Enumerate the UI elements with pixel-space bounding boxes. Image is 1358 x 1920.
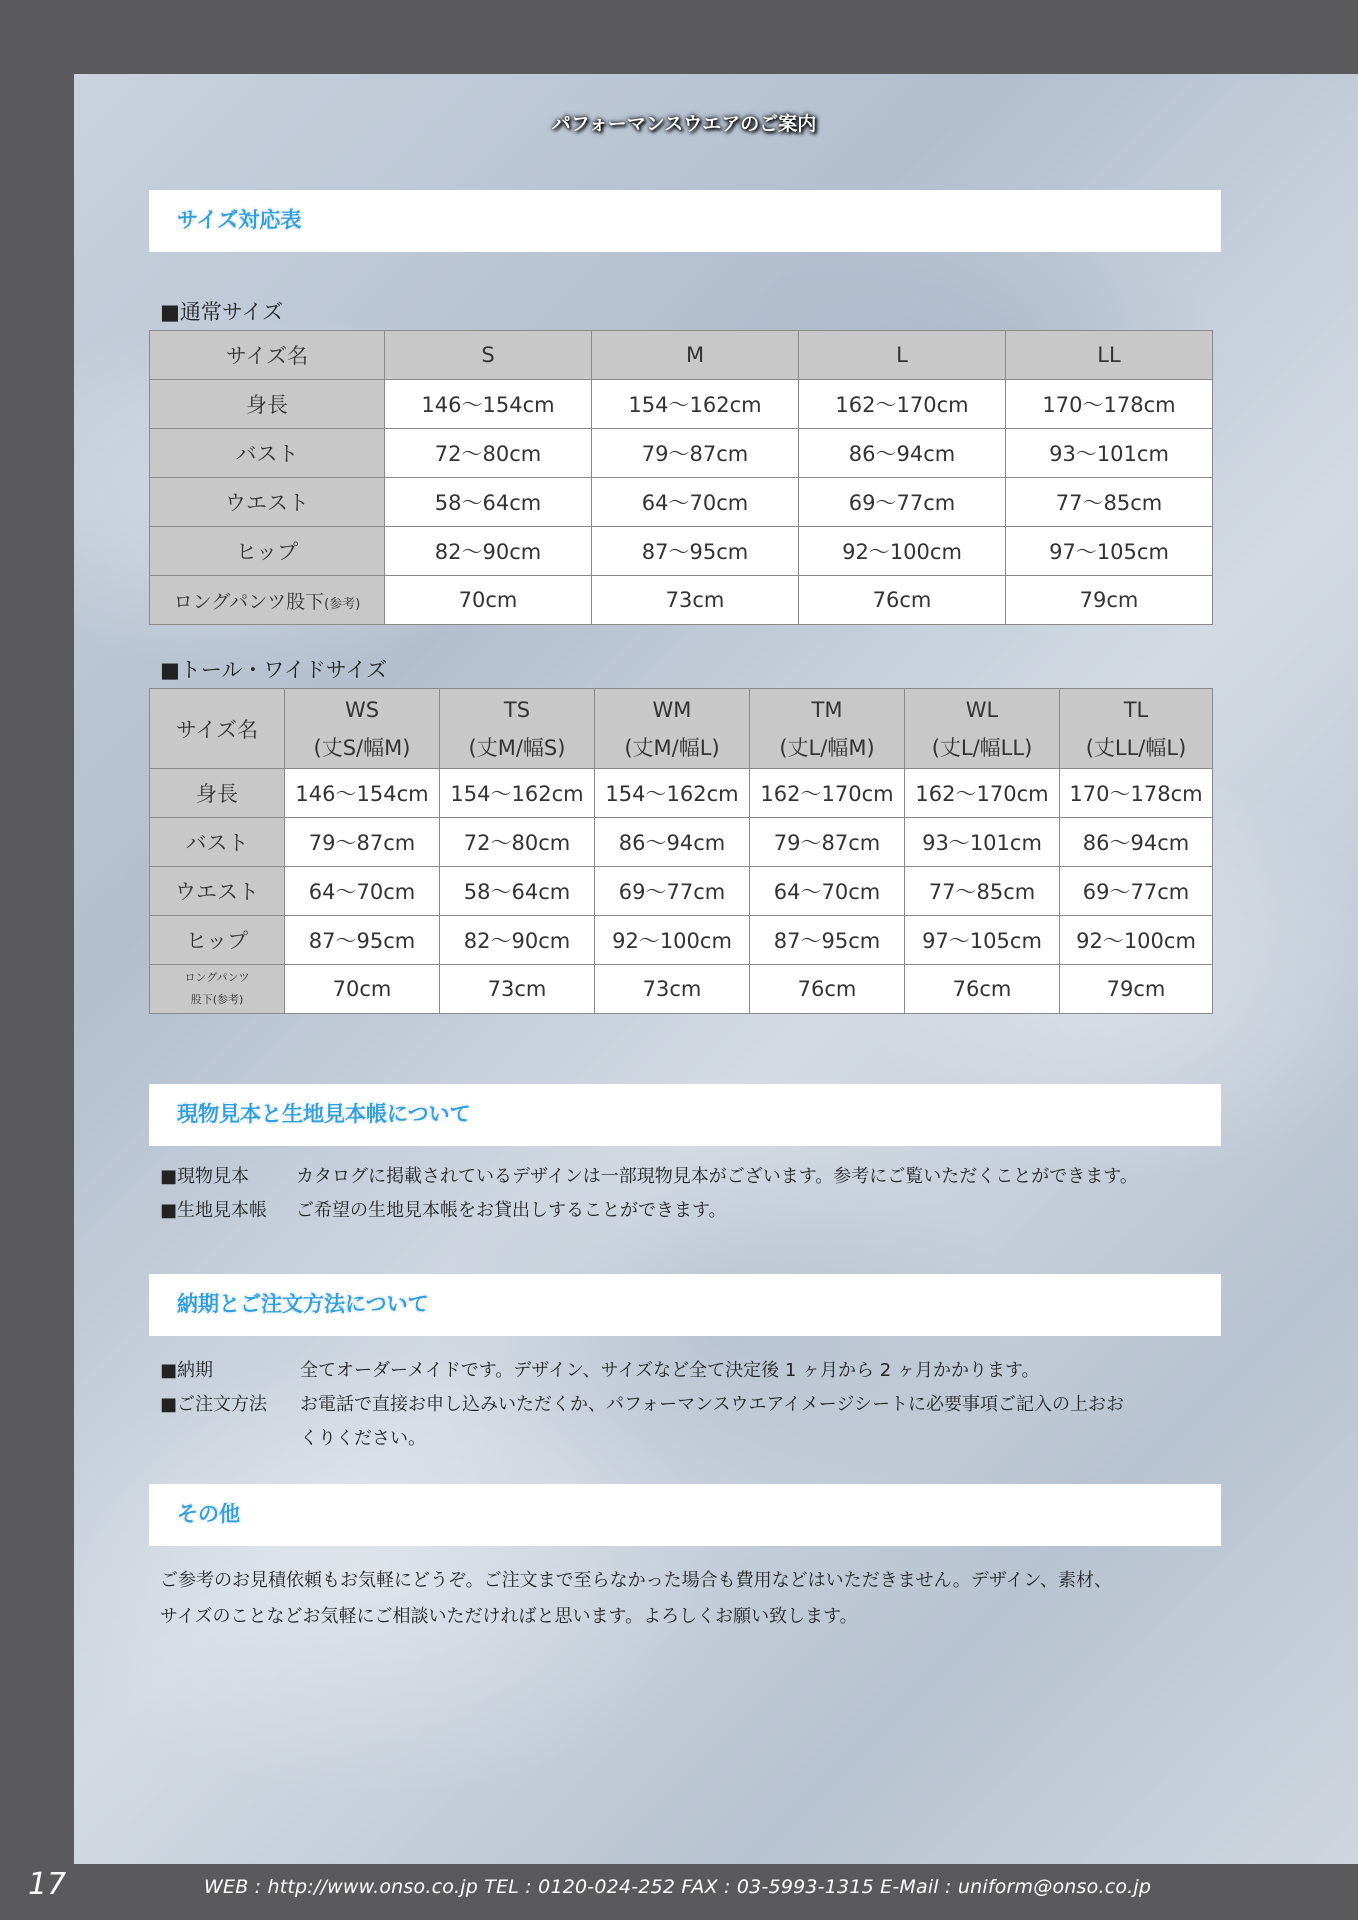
section-title-size: サイズ対応表 — [177, 208, 302, 232]
column-header: S — [385, 331, 592, 380]
table-cell: 82〜90cm — [385, 527, 592, 576]
table-cell: 146〜154cm — [385, 380, 592, 429]
table-cell: 87〜95cm — [750, 916, 905, 965]
size-detail: (丈S/幅M) — [313, 735, 411, 760]
size-detail: (丈M/幅S) — [468, 735, 566, 760]
table-cell: 73cm — [592, 576, 799, 625]
table-cell: 162〜170cm — [799, 380, 1006, 429]
row-label: ヒップ — [150, 527, 385, 576]
table-cell: 146〜154cm — [285, 769, 440, 818]
table-cell: 154〜162cm — [595, 769, 750, 818]
table-cell: 97〜105cm — [905, 916, 1060, 965]
delivery-label-2: ■ご注文方法 — [160, 1394, 268, 1415]
table-cell: 162〜170cm — [750, 769, 905, 818]
table-cell: 79〜87cm — [285, 818, 440, 867]
table-cell: 92〜100cm — [1060, 916, 1213, 965]
table-cell: 76cm — [799, 576, 1006, 625]
table-cell: 93〜101cm — [905, 818, 1060, 867]
table-header-row — [150, 689, 1213, 769]
table-cell: 73cm — [595, 965, 750, 1014]
section-other — [149, 1484, 1221, 1546]
inseam-label: ロングパンツ股下 — [173, 590, 325, 613]
column-header: LL — [1006, 331, 1213, 380]
samples-text-1: カタログに掲載されているデザインは一部現物見本がございます。参考にご覧いただくことができます。 — [296, 1166, 1138, 1187]
other-text-2: サイズのことなどお気軽にご相談いただければと思います。よろしくお願い致します。 — [160, 1606, 858, 1627]
table-cell: 93〜101cm — [1006, 429, 1213, 478]
samples-label-2: ■生地見本帳 — [160, 1200, 268, 1221]
table-cell: 69〜77cm — [1060, 867, 1213, 916]
table-row — [150, 818, 1213, 867]
table-cell: 92〜100cm — [799, 527, 1006, 576]
section-delivery — [149, 1274, 1221, 1336]
table-row — [150, 769, 1213, 818]
table-cell: 82〜90cm — [440, 916, 595, 965]
table-cell: 64〜70cm — [285, 867, 440, 916]
column-header: L — [799, 331, 1006, 380]
table-header-row — [150, 331, 1213, 380]
delivery-text-1: 全てオーダーメイドです。デザイン、サイズなど全て決定後 1 ヶ月から 2 ヶ月かかります。 — [300, 1360, 1040, 1381]
table-row — [150, 478, 1213, 527]
row-label: バスト — [150, 818, 285, 867]
row-label: ヒップ — [150, 916, 285, 965]
size-code: WL — [965, 697, 999, 722]
row-label: 身長 — [150, 769, 285, 818]
table-cell: 92〜100cm — [595, 916, 750, 965]
regular-size-heading: ■通常サイズ — [160, 300, 284, 324]
column-header — [285, 689, 440, 769]
table-cell: 86〜94cm — [595, 818, 750, 867]
page-title: パフォーマンスウエアのご案内 — [551, 112, 817, 135]
table-row — [150, 429, 1213, 478]
table-cell: 58〜64cm — [440, 867, 595, 916]
table-cell: 86〜94cm — [1060, 818, 1213, 867]
inseam-note: (参考) — [324, 596, 361, 612]
other-text-1: ご参考のお見積依頼もお気軽にどうぞ。ご注文まで至らなかった場合も費用などはいただきません。デザイン、素材、 — [160, 1570, 1113, 1591]
size-code: TL — [1123, 697, 1149, 722]
column-header: サイズ名 — [150, 689, 285, 769]
size-code: WM — [652, 697, 692, 722]
column-header — [440, 689, 595, 769]
row-label — [150, 965, 285, 1014]
table-row — [150, 867, 1213, 916]
inseam-label: ロングパンツ — [184, 971, 250, 984]
row-label — [150, 576, 385, 625]
section-size-chart — [149, 190, 1221, 252]
table-cell: 162〜170cm — [905, 769, 1060, 818]
table-cell: 69〜77cm — [595, 867, 750, 916]
table-row — [150, 380, 1213, 429]
table-cell: 58〜64cm — [385, 478, 592, 527]
row-label: バスト — [150, 429, 385, 478]
section-title-delivery: 納期とご注文方法について — [177, 1292, 429, 1316]
page-background — [74, 74, 1358, 1864]
size-detail: (丈L/幅M) — [779, 735, 875, 760]
table-cell: 97〜105cm — [1006, 527, 1213, 576]
page-number: 17 — [28, 1867, 67, 1902]
samples-text-2: ご希望の生地見本帳をお貸出しすることができます。 — [296, 1200, 727, 1221]
table-cell: 170〜178cm — [1006, 380, 1213, 429]
table-cell: 79〜87cm — [750, 818, 905, 867]
table-cell: 77〜85cm — [905, 867, 1060, 916]
table-cell: 79〜87cm — [592, 429, 799, 478]
delivery-text-2a: お電話で直接お申し込みいただくか、パフォーマンスウエアイメージシートに必要事項ご記入の上おお — [300, 1394, 1124, 1415]
size-detail: (丈LL/幅L) — [1085, 735, 1187, 760]
table-cell: 154〜162cm — [440, 769, 595, 818]
inseam-note: 股下(参考) — [190, 993, 244, 1006]
table-cell: 79cm — [1006, 576, 1213, 625]
table-cell: 72〜80cm — [385, 429, 592, 478]
column-header: M — [592, 331, 799, 380]
table-row — [150, 916, 1213, 965]
table-cell: 154〜162cm — [592, 380, 799, 429]
table-cell: 76cm — [750, 965, 905, 1014]
column-header — [595, 689, 750, 769]
row-label: ウエスト — [150, 478, 385, 527]
column-header — [905, 689, 1060, 769]
table-cell: 69〜77cm — [799, 478, 1006, 527]
regular-size-table — [149, 330, 1213, 625]
table-cell: 79cm — [1060, 965, 1213, 1014]
table-cell: 87〜95cm — [285, 916, 440, 965]
row-label: ウエスト — [150, 867, 285, 916]
table-row — [150, 527, 1213, 576]
table-cell: 72〜80cm — [440, 818, 595, 867]
samples-label-1: ■現物見本 — [160, 1166, 250, 1187]
column-header — [1060, 689, 1213, 769]
size-code: WS — [344, 697, 380, 722]
column-header: サイズ名 — [150, 331, 385, 380]
table-cell: 73cm — [440, 965, 595, 1014]
size-detail: (丈L/幅LL) — [931, 735, 1033, 760]
size-code: TM — [811, 697, 843, 722]
tall-wide-size-table — [149, 688, 1213, 1014]
table-cell: 70cm — [385, 576, 592, 625]
table-cell: 64〜70cm — [592, 478, 799, 527]
table-cell: 170〜178cm — [1060, 769, 1213, 818]
tall-size-heading: ■トール・ワイドサイズ — [160, 658, 388, 682]
section-title-samples: 現物見本と生地見本帳について — [177, 1102, 471, 1126]
table-cell: 77〜85cm — [1006, 478, 1213, 527]
table-row — [150, 965, 1213, 1014]
table-cell: 70cm — [285, 965, 440, 1014]
delivery-label-1: ■納期 — [160, 1360, 214, 1381]
table-row — [150, 576, 1213, 625]
table-cell: 87〜95cm — [592, 527, 799, 576]
column-header — [750, 689, 905, 769]
footer-contact: WEB : http://www.onso.co.jp TEL : 0120-024-252 FAX : 03-5993-1315 E-Mail : uniform@onso.co.jp — [204, 1876, 1152, 1898]
row-label: 身長 — [150, 380, 385, 429]
section-samples — [149, 1084, 1221, 1146]
table-cell: 76cm — [905, 965, 1060, 1014]
section-title-other: その他 — [177, 1502, 240, 1526]
delivery-text-2b: くりください。 — [300, 1428, 426, 1449]
size-detail: (丈M/幅L) — [624, 735, 720, 760]
table-cell: 86〜94cm — [799, 429, 1006, 478]
table-cell: 64〜70cm — [750, 867, 905, 916]
size-code: TS — [503, 697, 531, 722]
